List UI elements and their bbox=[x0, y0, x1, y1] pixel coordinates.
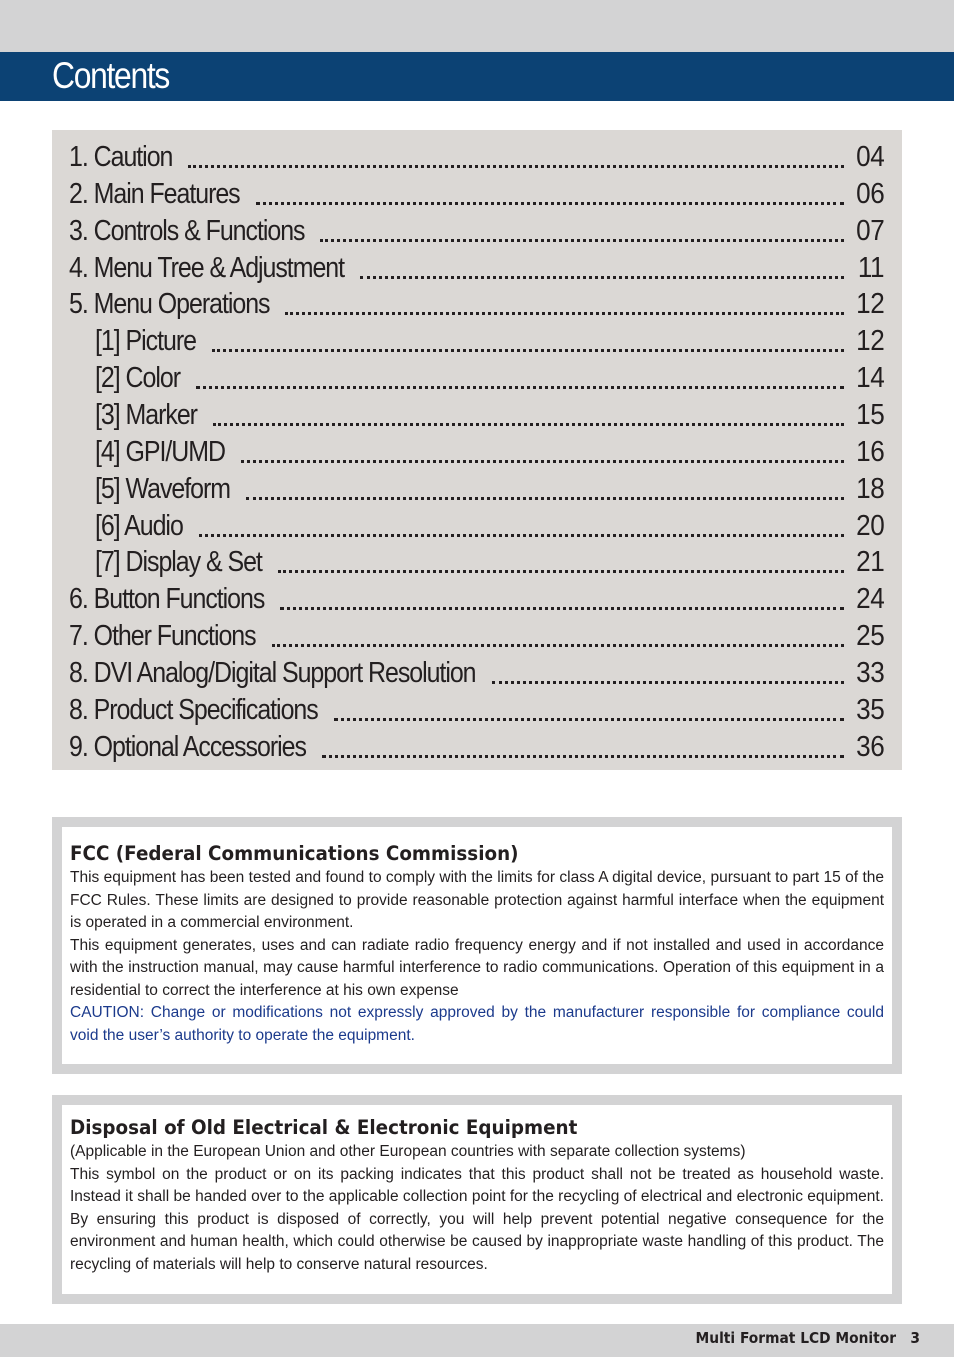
toc-entry-page: 11 bbox=[857, 251, 884, 284]
toc-entry-label: 2. Main Features bbox=[69, 177, 240, 210]
toc-leader-dots bbox=[320, 239, 844, 242]
toc-entry-label: [2] Color bbox=[95, 362, 180, 395]
toc-leader-dots bbox=[492, 681, 844, 684]
toc-entry-page: 33 bbox=[855, 656, 884, 689]
toc-entry-label: 8. Product Specifications bbox=[69, 693, 318, 726]
toc-entry-page: 15 bbox=[855, 398, 884, 431]
toc-entry-label: [4] GPI/UMD bbox=[95, 435, 226, 468]
toc-entry-page: 12 bbox=[855, 288, 884, 321]
toc-entry bbox=[52, 508, 902, 545]
toc-entry bbox=[52, 618, 902, 655]
toc-entry bbox=[52, 397, 902, 434]
fcc-paragraph-2: This equipment generates, uses and can radiate radio frequency energy and if not installed and used in accordance with the instruction manual, may cause harmful interference to radio communications. Operation of this equipment in a residential to correct the interference at his own expense bbox=[70, 936, 884, 999]
disposal-title: Disposal of Old Electrical & Electronic Equipment bbox=[70, 1116, 578, 1139]
toc-entry-label: 5. Menu Operations bbox=[69, 288, 270, 321]
toc-entry-page: 16 bbox=[855, 435, 884, 468]
toc-entry bbox=[52, 692, 902, 729]
toc-entry-page: 24 bbox=[855, 583, 884, 616]
fcc-title: FCC (Federal Communications Commission) bbox=[70, 842, 519, 865]
toc-entry-page: 06 bbox=[855, 177, 884, 210]
toc-entry-page: 25 bbox=[855, 620, 884, 653]
top-strip bbox=[0, 0, 954, 52]
page-footer bbox=[0, 1324, 954, 1357]
page-title: Contents bbox=[52, 55, 170, 96]
toc-leader-dots bbox=[280, 607, 844, 610]
toc-leader-dots bbox=[360, 276, 844, 279]
toc-leader-dots bbox=[246, 497, 844, 500]
toc-leader-dots bbox=[285, 312, 844, 315]
fcc-caution: CAUTION: Change or modifications not expressly approved by the manufacturer responsible for compliance could void the user’s authority to operate the equipment. bbox=[70, 1004, 884, 1044]
toc-leader-dots bbox=[199, 534, 844, 537]
toc-entry-label: [7] Display & Set bbox=[95, 546, 262, 579]
toc-leader-dots bbox=[213, 423, 844, 426]
toc-entry-label: [3] Marker bbox=[95, 398, 197, 431]
toc-leader-dots bbox=[272, 644, 844, 647]
toc-entry-page: 21 bbox=[855, 546, 884, 579]
toc-leader-dots bbox=[241, 460, 844, 463]
toc-entry bbox=[52, 471, 902, 508]
toc-entry bbox=[52, 360, 902, 397]
toc-entry-label: [6] Audio bbox=[95, 509, 183, 542]
fcc-paragraph-1: This equipment has been tested and found to comply with the limits for class A digital device, pursuant to part 15 of the FCC Rules. These limits are designed to provide reasonable protection against harmful interface when the equipment is operated in a commercial environment. bbox=[70, 869, 884, 931]
toc-entry bbox=[52, 176, 902, 213]
toc-entry bbox=[52, 139, 902, 176]
toc-leader-dots bbox=[322, 755, 844, 758]
toc-leader-dots bbox=[256, 202, 844, 205]
toc-entry-page: 14 bbox=[855, 362, 884, 395]
toc-leader-dots bbox=[188, 165, 844, 168]
toc-entry-page: 20 bbox=[855, 509, 884, 542]
toc-entry bbox=[52, 434, 902, 471]
fcc-notice-body bbox=[62, 827, 892, 1064]
toc-entry-page: 04 bbox=[855, 141, 884, 173]
toc-entry bbox=[52, 581, 902, 618]
toc-entry-page: 12 bbox=[855, 325, 884, 358]
disposal-paragraph-2: This symbol on the product or on its packing indicates that this product shall not be treated as household waste. Instead it shall be handed over to the applicable collection point for the recycling of electrical and electronic equipment. By ensuring this product is disposed of correctly, you will help prevent potential negative consequence for the environment and human health, which could otherwise be caused by inappropriate waste handling of this product. The recycling of materials will help to conserve natural resources. bbox=[70, 1165, 884, 1273]
disposal-paragraph-1: (Applicable in the European Union and other European countries with separate collection systems) bbox=[70, 1143, 746, 1160]
toc-entry bbox=[52, 544, 902, 581]
disposal-notice-body bbox=[62, 1105, 892, 1294]
toc-entry-page: 18 bbox=[855, 472, 884, 505]
toc-entry-page: 35 bbox=[855, 693, 884, 726]
toc-leader-dots bbox=[196, 386, 844, 389]
toc-entry-label: 8. DVI Analog/Digital Support Resolution bbox=[69, 656, 476, 689]
footer-text: Multi Format LCD Monitor 3 bbox=[695, 1329, 920, 1347]
toc-entry-page: 07 bbox=[855, 214, 884, 247]
toc-entry bbox=[52, 323, 902, 360]
fcc-notice bbox=[52, 817, 902, 1074]
toc-entry-label: 9. Optional Accessories bbox=[69, 730, 306, 763]
table-of-contents bbox=[52, 130, 902, 770]
toc-leader-dots bbox=[334, 718, 844, 721]
toc-entry bbox=[52, 286, 902, 323]
toc-entry-label: 1. Caution bbox=[69, 141, 173, 173]
toc-leader-dots bbox=[278, 570, 844, 573]
toc-entry-label: [1] Picture bbox=[95, 325, 196, 358]
toc-entry-label: 4. Menu Tree & Adjustment bbox=[69, 251, 345, 284]
title-bar bbox=[0, 52, 954, 101]
toc-entry bbox=[52, 250, 902, 287]
toc-entry-label: 7. Other Functions bbox=[69, 620, 256, 653]
toc-leader-dots bbox=[212, 349, 844, 352]
toc-entry bbox=[52, 729, 902, 766]
toc-entry-page: 36 bbox=[855, 730, 884, 763]
toc-entry-label: 6. Button Functions bbox=[69, 583, 265, 616]
toc-entry bbox=[52, 213, 902, 250]
toc-entry bbox=[52, 655, 902, 692]
toc-entry-label: 3. Controls & Functions bbox=[69, 214, 305, 247]
disposal-notice bbox=[52, 1095, 902, 1304]
toc-entry-label: [5] Waveform bbox=[95, 472, 230, 505]
